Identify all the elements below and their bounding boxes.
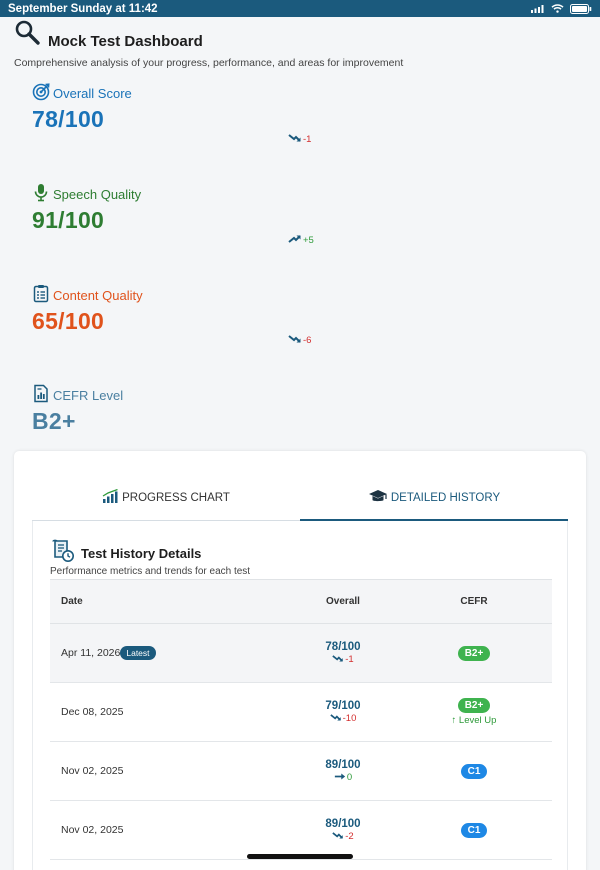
- wifi-icon: [551, 4, 564, 13]
- table-row[interactable]: [50, 801, 552, 860]
- clipboard-icon: [32, 284, 50, 306]
- trend-flat-icon: [334, 772, 346, 784]
- history-card: [32, 521, 568, 870]
- cefr-badge: C1: [461, 764, 488, 779]
- trend-value: -6: [303, 335, 312, 346]
- row-overall-score: 78/100: [325, 640, 361, 653]
- battery-icon: [570, 4, 592, 14]
- trend-down-icon: [332, 654, 344, 666]
- metric-trend: [288, 133, 311, 146]
- cefr-badge: B2+: [458, 698, 491, 713]
- history-title: Test History Details: [81, 546, 202, 561]
- metric-label: Overall Score: [53, 86, 132, 101]
- metric-value: 91/100: [32, 207, 105, 233]
- scroll-history-icon: [51, 539, 75, 568]
- row-overall-score: 89/100: [325, 758, 361, 771]
- metric-cefr-level: [32, 384, 332, 435]
- trend-down-icon: [288, 334, 302, 347]
- metric-value: 78/100: [32, 106, 105, 132]
- page-title: Mock Test Dashboard: [48, 33, 203, 50]
- tab-label: DETAILED HISTORY: [390, 491, 501, 504]
- metric-content-quality: [32, 284, 332, 346]
- table-row[interactable]: [50, 742, 552, 801]
- microphone-icon: [32, 183, 50, 205]
- row-date: Apr 11, 2026: [61, 647, 121, 659]
- row-delta: -10: [342, 713, 357, 724]
- trend-value: +5: [303, 235, 314, 246]
- history-panel: [14, 451, 586, 870]
- home-indicator[interactable]: [247, 854, 353, 859]
- row-delta: -1: [345, 654, 354, 665]
- status-datetime: September Sunday at 11:42: [8, 2, 158, 15]
- row-delta: 0: [346, 772, 353, 783]
- tab-bar: [32, 475, 568, 521]
- row-date: Nov 02, 2025: [61, 824, 124, 836]
- metric-label: Content Quality: [53, 287, 143, 303]
- row-date: Dec 08, 2025: [61, 706, 124, 718]
- table-row[interactable]: [50, 683, 552, 742]
- page-subtitle: Comprehensive analysis of your progress, performance, and areas for improvement: [14, 57, 404, 69]
- latest-badge: Latest: [120, 646, 155, 660]
- metric-trend: [288, 234, 314, 247]
- cefr-badge: C1: [461, 823, 488, 838]
- tab-label: PROGRESS CHART: [122, 491, 230, 504]
- target-icon: [32, 83, 50, 104]
- signal-icon: [531, 4, 545, 13]
- search-icon[interactable]: [14, 20, 42, 51]
- document-chart-icon: [32, 384, 50, 406]
- page-header: [14, 20, 586, 69]
- trend-down-icon: [332, 831, 344, 843]
- bar-chart-icon: [102, 489, 119, 507]
- column-header-cefr: CEFR: [460, 596, 488, 607]
- trend-value: -1: [303, 134, 312, 145]
- metric-value: B2+: [32, 408, 76, 434]
- metric-label: Speech Quality: [53, 186, 142, 202]
- trend-down-icon: [330, 713, 342, 725]
- metric-overall-score: [32, 83, 332, 145]
- metric-value: 65/100: [32, 308, 105, 334]
- cefr-badge: B2+: [458, 646, 491, 661]
- metric-speech-quality: [32, 183, 332, 246]
- status-bar: [0, 0, 600, 17]
- history-subtitle: Performance metrics and trends for each test: [50, 566, 251, 577]
- trend-up-icon: [288, 234, 302, 247]
- history-table: [50, 579, 552, 860]
- trend-down-icon: [288, 133, 302, 146]
- row-delta: -2: [345, 831, 354, 842]
- level-up-note: ↑ Level Up: [451, 715, 497, 726]
- table-row[interactable]: [50, 624, 552, 683]
- row-overall-score: 89/100: [325, 817, 361, 830]
- row-overall-score: 79/100: [325, 699, 361, 712]
- table-header: [50, 579, 552, 624]
- tab-progress-chart[interactable]: [32, 475, 300, 520]
- graduation-cap-icon: [368, 489, 388, 507]
- row-date: Nov 02, 2025: [61, 765, 124, 777]
- metric-trend: [288, 334, 311, 347]
- tab-detailed-history[interactable]: [300, 475, 568, 520]
- metric-label: CEFR Level: [53, 387, 124, 403]
- column-header-date: Date: [61, 596, 83, 607]
- column-header-overall: Overall: [326, 596, 360, 607]
